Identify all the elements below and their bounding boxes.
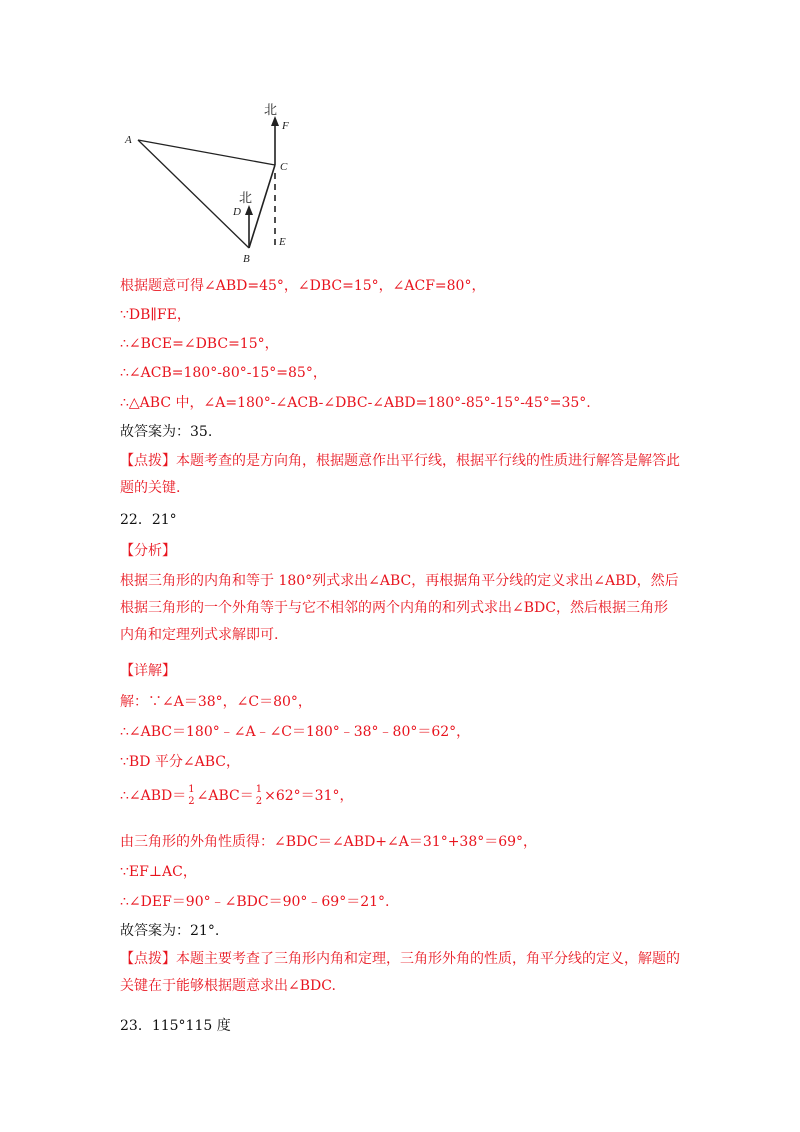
detail-line-4 bbox=[120, 782, 353, 810]
solution-line-3: ∴∠BCE=∠DBC=15°， bbox=[120, 336, 279, 352]
detail-line-7: ∴∠DEF＝90°﹣∠BDC＝90°﹣69°＝21°. bbox=[120, 894, 390, 910]
detail-line-2: ∴∠ABC＝180°﹣∠A﹣∠C＝180°﹣38°﹣80°＝62°， bbox=[120, 724, 471, 740]
fraction-one-half-2 bbox=[256, 784, 262, 808]
fraction-numerator: 1 bbox=[188, 784, 195, 795]
solution-line-2: ∵DB∥FE， bbox=[120, 307, 191, 323]
detail-line-4-part-1: ∴∠ABD＝ bbox=[120, 788, 187, 804]
north-label-top: 北 bbox=[264, 103, 278, 118]
segment-bc bbox=[249, 165, 275, 248]
detail-line-5: 由三角形的外角性质得：∠BDC＝∠ABD+∠A＝31°+38°＝69°， bbox=[120, 834, 538, 850]
detail-line-4-part-3: ×62°＝31°， bbox=[264, 788, 354, 804]
detail-line-1: 解：∵∠A＝38°，∠C＝80°， bbox=[120, 694, 312, 710]
label-f: F bbox=[282, 120, 289, 132]
segment-ab bbox=[138, 140, 249, 248]
analysis-paragraph: 根据三角形的内角和等于 180°列式求出∠ABC，再根据角平分线的定义求出∠ABD，然后根据三角形的一个外角等于与它不相邻的两个内角的和列式求出∠BDC，然后根据三角形内角和定理列式求解即可. bbox=[120, 573, 679, 643]
arrowhead-d bbox=[245, 205, 253, 215]
analysis-heading: 【分析】 bbox=[120, 543, 176, 559]
detail-line-6: ∵EF⊥AC， bbox=[120, 864, 197, 880]
label-e: E bbox=[279, 236, 286, 248]
fraction-one-half bbox=[188, 784, 194, 808]
tip-paragraph-22: 【点拨】本题主要考查了三角形内角和定理，三角形外角的性质，角平分线的定义，解题的关键在于能够根据题意求出∠BDC. bbox=[120, 951, 680, 994]
direction-angle-figure bbox=[118, 98, 298, 266]
north-label-bottom: 北 bbox=[239, 191, 253, 206]
solution-line-4: ∴∠ACB=180°-80°-15°=85°， bbox=[120, 365, 327, 381]
answer-line-22: 故答案为：21°. bbox=[120, 923, 220, 939]
label-b: B bbox=[243, 253, 250, 265]
detail-heading: 【详解】 bbox=[120, 663, 176, 679]
question-22-header: 22．21° bbox=[120, 512, 177, 528]
fraction-denominator: 2 bbox=[188, 796, 195, 807]
tip-paragraph-21: 【点拨】本题考查的是方向角，根据题意作出平行线，根据平行线的性质进行解答是解答此题的关键. bbox=[120, 453, 680, 496]
solution-line-5: ∴△ABC 中，∠A=180°-∠ACB-∠DBC-∠ABD=180°-85°-15°-45°=35°. bbox=[120, 395, 591, 411]
answer-line-21: 故答案为：35. bbox=[120, 424, 213, 440]
detail-line-4-part-2: ∠ABC＝ bbox=[196, 788, 254, 804]
label-d: D bbox=[233, 206, 241, 218]
fraction-numerator-2: 1 bbox=[255, 784, 263, 795]
solution-line-1: 根据题意可得∠ABD=45°，∠DBC=15°，∠ACF=80°， bbox=[120, 278, 486, 294]
label-c: C bbox=[280, 161, 288, 173]
segment-ac bbox=[138, 140, 275, 165]
fraction-denominator-2: 2 bbox=[255, 796, 263, 807]
label-a: A bbox=[125, 134, 132, 146]
question-23-header: 23．115°115 度 bbox=[120, 1018, 231, 1034]
detail-line-3: ∵BD 平分∠ABC， bbox=[120, 754, 240, 770]
